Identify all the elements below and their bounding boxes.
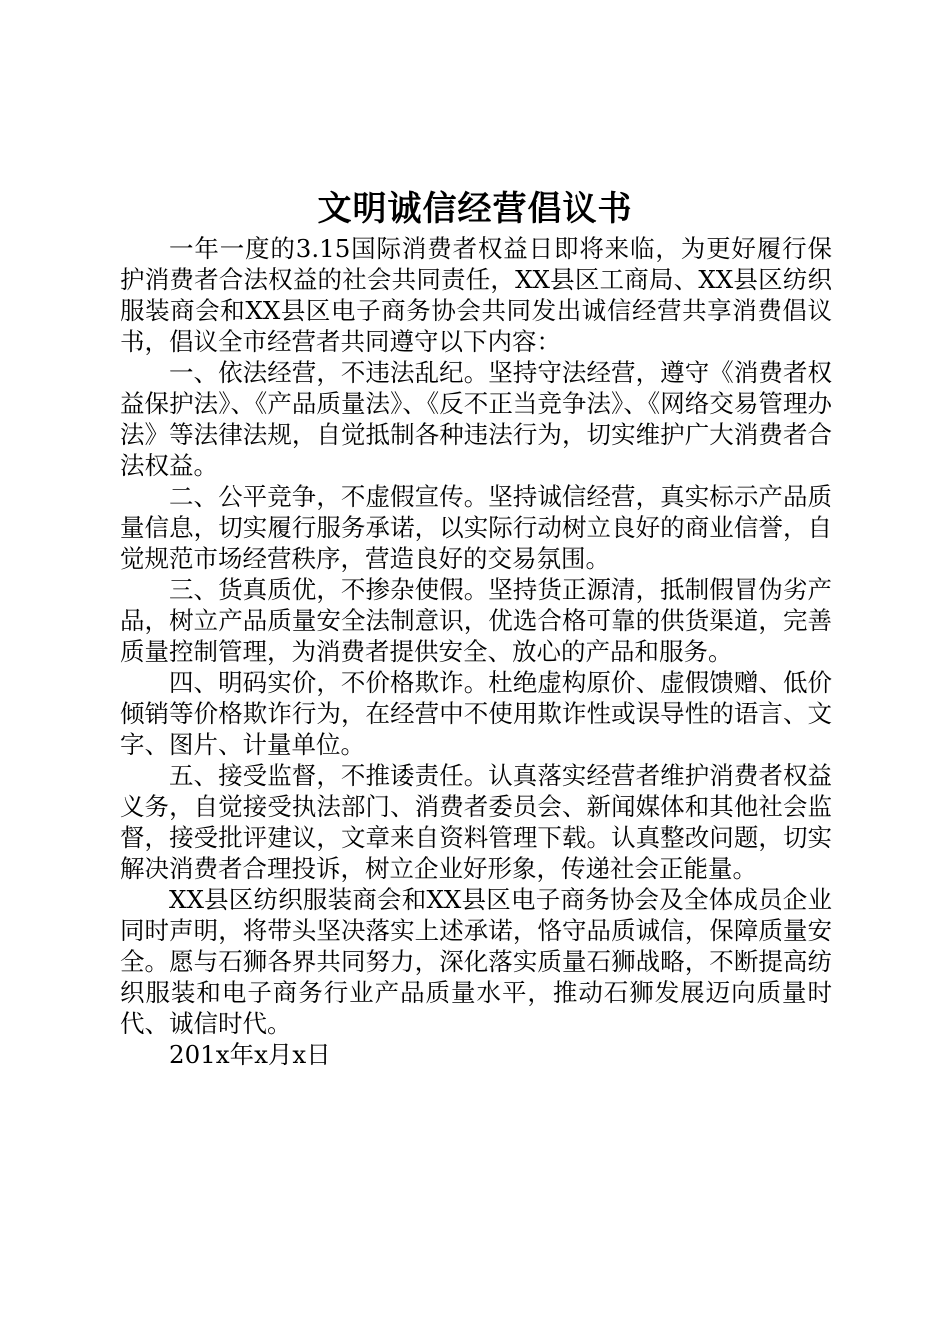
item-paragraph-4: 四、明码实价，不价格欺诈。杜绝虚构原价、虚假馈赠、低价倾销等价格欺诈行为，在经营中不使用欺诈性或误导性的语言、文字、图片、计量单位。 xyxy=(120,668,832,759)
document-title: 文明诚信经营倡议书 xyxy=(317,189,633,229)
document-date: 201x年x月x日 xyxy=(169,1040,331,1069)
document-body xyxy=(120,233,832,1070)
item-paragraph-3: 三、货真质优，不掺杂使假。坚持货正源清，抵制假冒伪劣产品，树立产品质量安全法制意识，优选合格可靠的供货渠道，完善质量控制管理，为消费者提供安全、放心的产品和服务。 xyxy=(120,575,832,666)
item-paragraph-1: 一、依法经营，不违法乱纪。坚持守法经营，遵守《消费者权益保护法》、《产品质量法》、《反不正当竞争法》、《网络交易管理办法》等法律法规，自觉抵制各种违法行为，切实维护广大消费者合法权益。 xyxy=(120,358,832,480)
intro-paragraph: 一年一度的3.15国际消费者权益日即将来临，为更好履行保护消费者合法权益的社会共同责任，XX县区工商局、XX县区纺织服装商会和XX县区电子商务协会共同发出诚信经营共享消费倡议书，倡议全市经营者共同遵守以下内容： xyxy=(120,234,832,356)
closing-paragraph: XX县区纺织服装商会和XX县区电子商务协会及全体成员企业同时声明，将带头坚决落实上述承诺，恪守品质诚信，保障质量安全。愿与石狮各界共同努力，深化落实质量石狮战略，不断提高纺织服装和电子商务行业产品质量水平，推动石狮发展迈向质量时代、诚信时代。 xyxy=(120,885,832,1038)
item-paragraph-2: 二、公平竞争，不虚假宣传。坚持诚信经营，真实标示产品质量信息，切实履行服务承诺，以实际行动树立良好的商业信誉，自觉规范市场经营秩序，营造良好的交易氛围。 xyxy=(120,482,832,573)
item-paragraph-5: 五、接受监督，不推诿责任。认真落实经营者维护消费者权益义务，自觉接受执法部门、消费者委员会、新闻媒体和其他社会监督，接受批评建议，文章来自资料管理下载。认真整改问题，切实解决消费者合理投诉，树立企业好形象，传递社会正能量。 xyxy=(120,761,832,883)
